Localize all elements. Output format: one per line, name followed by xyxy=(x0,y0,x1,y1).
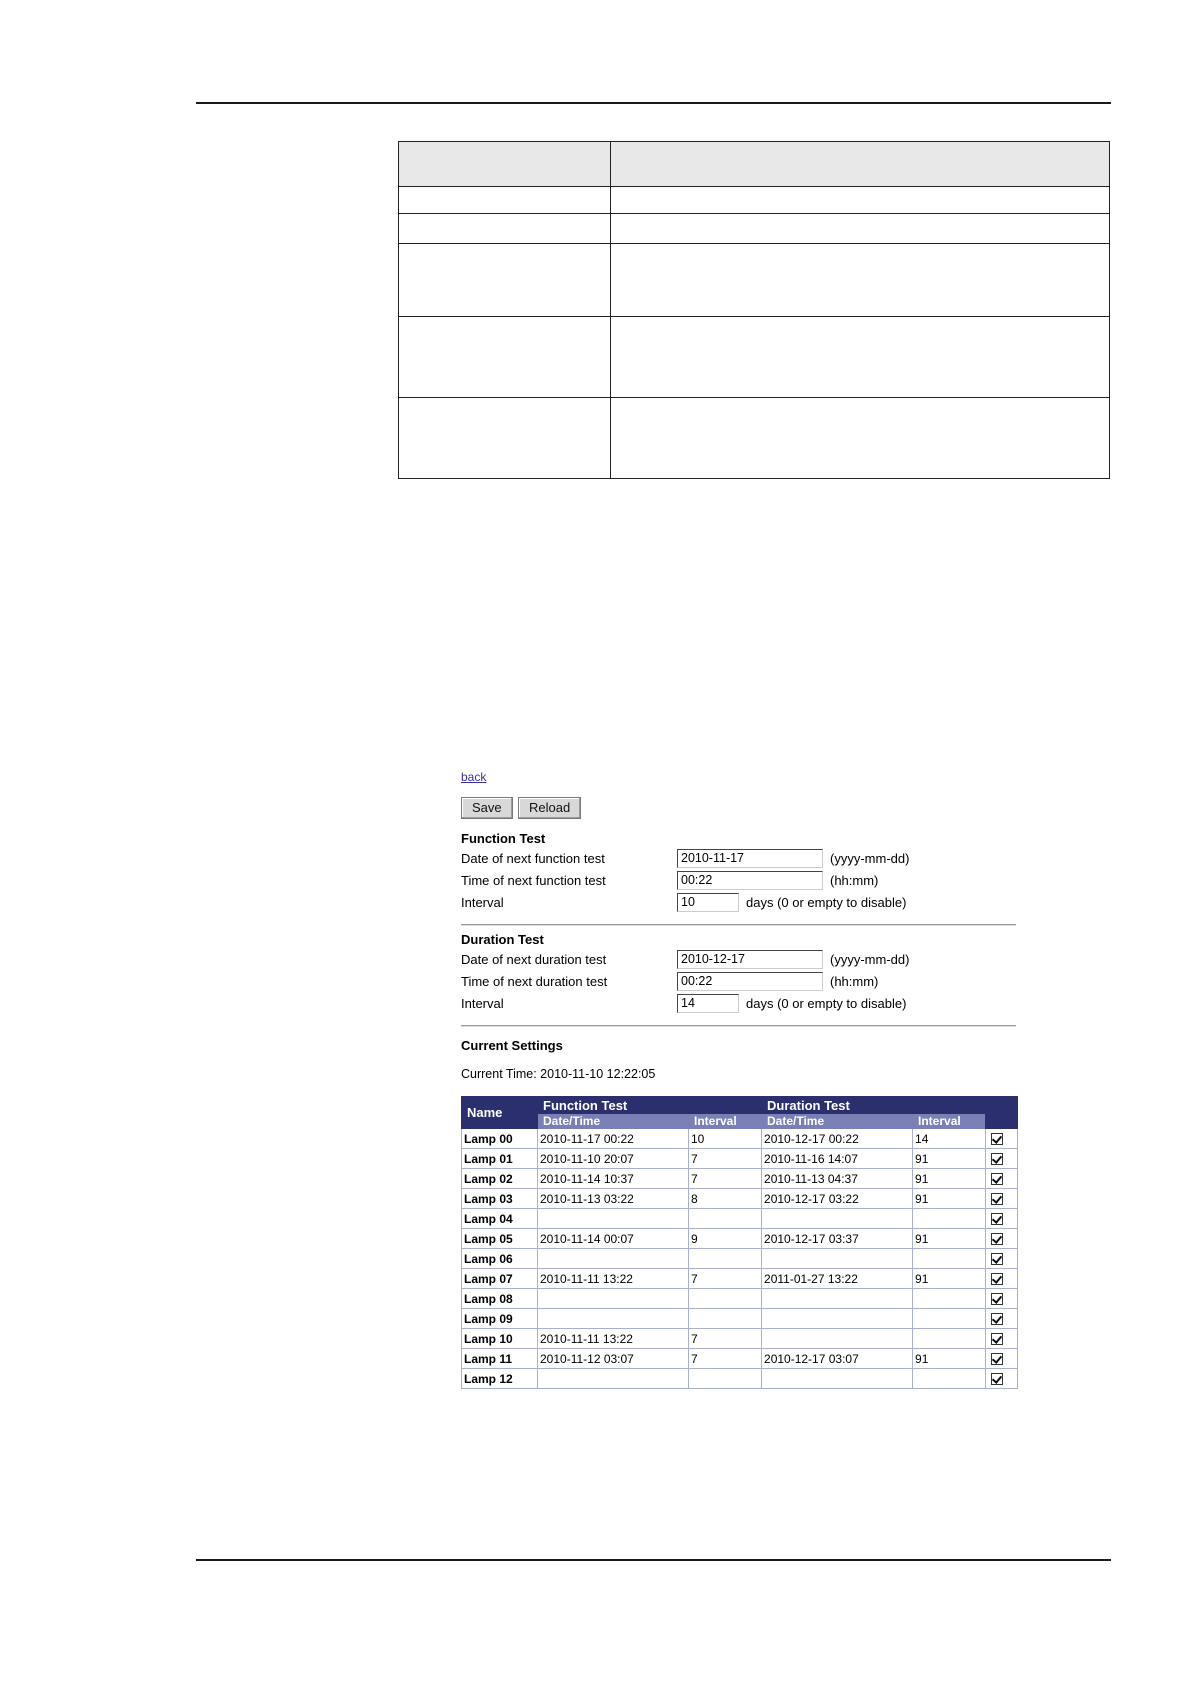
duration-interval-header: Interval xyxy=(913,1114,986,1129)
enabled-checkbox[interactable] xyxy=(991,1333,1003,1345)
duration-datetime-cell xyxy=(762,1329,913,1349)
duration-time-label: Time of next duration test xyxy=(461,974,608,989)
table-row xyxy=(399,244,1110,317)
duration-interval-cell xyxy=(913,1329,986,1349)
duration-datetime-cell: 2010-12-17 03:37 xyxy=(762,1229,913,1249)
duration-date-hint: (yyyy-mm-dd) xyxy=(830,952,910,967)
enabled-checkbox[interactable] xyxy=(991,1193,1003,1205)
enabled-cell xyxy=(986,1269,1018,1289)
lamp-name-cell: Lamp 00 xyxy=(462,1129,538,1149)
lamp-name-cell: Lamp 10 xyxy=(462,1329,538,1349)
duration-datetime-cell: 2011-01-27 13:22 xyxy=(762,1269,913,1289)
duration-time-field[interactable]: 00:22 xyxy=(677,972,823,991)
enabled-cell xyxy=(986,1369,1018,1389)
enabled-cell xyxy=(986,1329,1018,1349)
enabled-cell xyxy=(986,1149,1018,1169)
table-row xyxy=(399,187,1110,214)
enabled-checkbox[interactable] xyxy=(991,1233,1003,1245)
duration-datetime-cell xyxy=(762,1309,913,1329)
table-row xyxy=(462,1329,1018,1349)
enabled-checkbox[interactable] xyxy=(991,1153,1003,1165)
enabled-cell xyxy=(986,1169,1018,1189)
duration-datetime-cell xyxy=(762,1209,913,1229)
function-datetime-header: Date/Time xyxy=(538,1114,689,1129)
duration-interval-cell: 91 xyxy=(913,1149,986,1169)
function-test-title: Function Test xyxy=(461,831,546,846)
function-datetime-cell xyxy=(538,1369,689,1389)
duration-interval-cell: 91 xyxy=(913,1349,986,1369)
description-table xyxy=(398,141,1110,479)
function-interval-cell: 10 xyxy=(689,1129,762,1149)
duration-interval-cell xyxy=(913,1209,986,1229)
current-settings-table xyxy=(461,1096,1018,1389)
enabled-checkbox[interactable] xyxy=(991,1173,1003,1185)
enabled-cell xyxy=(986,1229,1018,1249)
enabled-checkbox[interactable] xyxy=(991,1273,1003,1285)
lamp-name-cell: Lamp 07 xyxy=(462,1269,538,1289)
enabled-checkbox[interactable] xyxy=(991,1213,1003,1225)
function-datetime-cell: 2010-11-14 00:07 xyxy=(538,1229,689,1249)
lamp-name-cell: Lamp 06 xyxy=(462,1249,538,1269)
enabled-header xyxy=(986,1097,1018,1129)
function-interval-cell: 7 xyxy=(689,1349,762,1369)
function-datetime-cell: 2010-11-13 03:22 xyxy=(538,1189,689,1209)
enabled-cell xyxy=(986,1349,1018,1369)
current-settings-title: Current Settings xyxy=(461,1038,563,1053)
duration-interval-cell: 91 xyxy=(913,1269,986,1289)
function-interval-cell xyxy=(689,1369,762,1389)
table-row xyxy=(462,1189,1018,1209)
lamp-name-cell: Lamp 09 xyxy=(462,1309,538,1329)
table-row xyxy=(462,1129,1018,1149)
lamp-name-cell: Lamp 08 xyxy=(462,1289,538,1309)
enabled-cell xyxy=(986,1209,1018,1229)
table-row xyxy=(462,1149,1018,1169)
enabled-checkbox[interactable] xyxy=(991,1293,1003,1305)
table-row xyxy=(462,1349,1018,1369)
table-row xyxy=(462,1269,1018,1289)
lamp-name-cell: Lamp 02 xyxy=(462,1169,538,1189)
function-datetime-cell: 2010-11-11 13:22 xyxy=(538,1269,689,1289)
duration-datetime-header: Date/Time xyxy=(762,1114,913,1129)
table-row xyxy=(462,1249,1018,1269)
duration-interval-cell xyxy=(913,1309,986,1329)
enabled-cell xyxy=(986,1129,1018,1149)
lamp-name-cell: Lamp 04 xyxy=(462,1209,538,1229)
function-time-hint: (hh:mm) xyxy=(830,873,879,888)
enabled-cell xyxy=(986,1309,1018,1329)
function-interval-cell xyxy=(689,1289,762,1309)
function-interval-label: Interval xyxy=(461,895,504,910)
duration-datetime-cell: 2010-12-17 03:07 xyxy=(762,1349,913,1369)
function-date-label: Date of next function test xyxy=(461,851,605,866)
function-time-field[interactable]: 00:22 xyxy=(677,871,823,890)
table-row xyxy=(462,1229,1018,1249)
table-row xyxy=(462,1289,1018,1309)
duration-interval-field[interactable]: 14 xyxy=(677,994,739,1013)
function-datetime-cell: 2010-11-10 20:07 xyxy=(538,1149,689,1169)
function-interval-cell xyxy=(689,1209,762,1229)
duration-datetime-cell xyxy=(762,1369,913,1389)
table-row xyxy=(462,1169,1018,1189)
duration-datetime-cell xyxy=(762,1249,913,1269)
function-time-label: Time of next function test xyxy=(461,873,606,888)
duration-interval-cell xyxy=(913,1249,986,1269)
header-rule xyxy=(196,102,1111,104)
duration-test-title: Duration Test xyxy=(461,932,544,947)
lamp-name-cell: Lamp 03 xyxy=(462,1189,538,1209)
table-row xyxy=(462,1369,1018,1389)
reload-button[interactable]: Reload xyxy=(518,797,581,819)
table-row xyxy=(462,1309,1018,1329)
duration-datetime-cell xyxy=(762,1289,913,1309)
duration-test-header: Duration Test xyxy=(762,1097,986,1114)
function-interval-cell: 7 xyxy=(689,1169,762,1189)
function-datetime-cell: 2010-11-14 10:37 xyxy=(538,1169,689,1189)
function-datetime-cell xyxy=(538,1309,689,1329)
duration-interval-label: Interval xyxy=(461,996,504,1011)
function-interval-cell: 9 xyxy=(689,1229,762,1249)
enabled-cell xyxy=(986,1249,1018,1269)
function-interval-cell xyxy=(689,1309,762,1329)
lamp-name-cell: Lamp 11 xyxy=(462,1349,538,1369)
enabled-checkbox[interactable] xyxy=(991,1313,1003,1325)
enabled-cell xyxy=(986,1189,1018,1209)
table-row xyxy=(399,398,1110,479)
table-row xyxy=(462,1209,1018,1229)
current-time: Current Time: 2010-11-10 12:22:05 xyxy=(461,1067,656,1081)
name-header: Name xyxy=(462,1097,538,1129)
function-date-hint: (yyyy-mm-dd) xyxy=(830,851,910,866)
function-datetime-cell xyxy=(538,1289,689,1309)
duration-interval-cell: 91 xyxy=(913,1189,986,1209)
duration-interval-cell: 14 xyxy=(913,1129,986,1149)
function-interval-field[interactable]: 10 xyxy=(677,893,739,912)
enabled-checkbox[interactable] xyxy=(991,1353,1003,1365)
footer-rule xyxy=(196,1559,1111,1561)
duration-datetime-cell: 2010-12-17 00:22 xyxy=(762,1129,913,1149)
function-interval-cell xyxy=(689,1249,762,1269)
function-interval-header: Interval xyxy=(689,1114,762,1129)
duration-datetime-cell: 2010-11-13 04:37 xyxy=(762,1169,913,1189)
duration-datetime-cell: 2010-11-16 14:07 xyxy=(762,1149,913,1169)
enabled-checkbox[interactable] xyxy=(991,1253,1003,1265)
enabled-checkbox[interactable] xyxy=(991,1133,1003,1145)
section-divider xyxy=(461,1025,1016,1027)
enabled-cell xyxy=(986,1289,1018,1309)
function-datetime-cell: 2010-11-17 00:22 xyxy=(538,1129,689,1149)
section-divider xyxy=(461,924,1016,926)
function-interval-cell: 7 xyxy=(689,1269,762,1289)
function-test-header: Function Test xyxy=(538,1097,762,1114)
duration-interval-cell: 91 xyxy=(913,1229,986,1249)
function-interval-cell: 7 xyxy=(689,1329,762,1349)
duration-date-label: Date of next duration test xyxy=(461,952,607,967)
lamp-name-cell: Lamp 12 xyxy=(462,1369,538,1389)
function-datetime-cell: 2010-11-11 13:22 xyxy=(538,1329,689,1349)
duration-interval-hint: days (0 or empty to disable) xyxy=(746,996,907,1011)
save-button[interactable]: Save xyxy=(461,797,513,819)
table-subheader-row xyxy=(462,1114,1018,1129)
table-header-row xyxy=(399,142,1110,187)
function-interval-hint: days (0 or empty to disable) xyxy=(746,895,907,910)
function-datetime-cell: 2010-11-12 03:07 xyxy=(538,1349,689,1369)
duration-interval-cell: 91 xyxy=(913,1169,986,1189)
function-interval-cell: 7 xyxy=(689,1149,762,1169)
enabled-checkbox[interactable] xyxy=(991,1373,1003,1385)
duration-time-hint: (hh:mm) xyxy=(830,974,879,989)
function-datetime-cell xyxy=(538,1209,689,1229)
table-header-row xyxy=(462,1097,1018,1114)
duration-datetime-cell: 2010-12-17 03:22 xyxy=(762,1189,913,1209)
function-datetime-cell xyxy=(538,1249,689,1269)
function-date-field[interactable]: 2010-11-17 xyxy=(677,849,823,868)
lamp-name-cell: Lamp 05 xyxy=(462,1229,538,1249)
duration-interval-cell xyxy=(913,1369,986,1389)
table-row xyxy=(399,214,1110,244)
function-interval-cell: 8 xyxy=(689,1189,762,1209)
lamp-name-cell: Lamp 01 xyxy=(462,1149,538,1169)
duration-interval-cell xyxy=(913,1289,986,1309)
back-link[interactable]: back xyxy=(461,770,487,784)
duration-date-field[interactable]: 2010-12-17 xyxy=(677,950,823,969)
table-row xyxy=(399,317,1110,398)
